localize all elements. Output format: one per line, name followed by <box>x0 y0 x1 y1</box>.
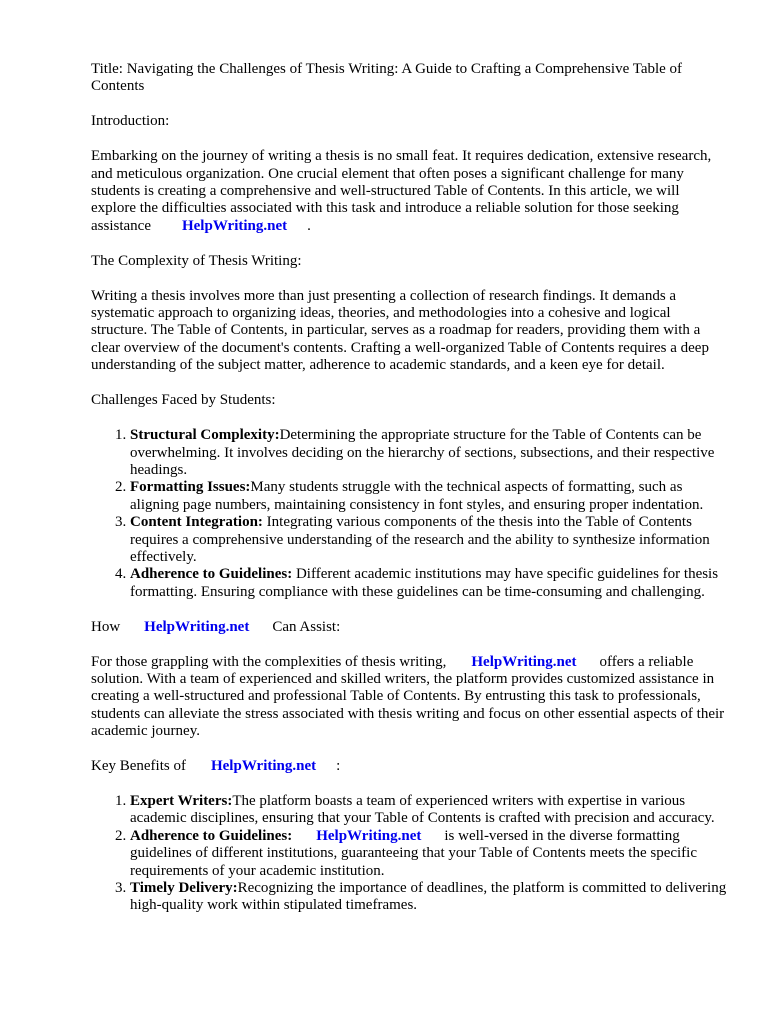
list-item-text: Determining the appropriate structure for the Table of Contents can be overwhelming. It involves deciding on the hierarchy of sections, subsections, and their respective headings. <box>130 427 715 478</box>
assist-heading-pre: How <box>91 618 121 635</box>
list-item-term: Adherence to Guidelines: <box>130 827 293 844</box>
list-item <box>130 880 728 915</box>
intro-heading: Introduction: <box>91 113 170 130</box>
helpwriting-link-assist[interactable]: HelpWriting.net <box>471 653 577 670</box>
list-item-term: Structural Complexity: <box>130 427 280 444</box>
list-item-text: Integrating various components of the thesis into the Table of Contents requires a comprehensive understanding of the research and the ability to synthesize information effectively. <box>130 514 710 565</box>
intro-text: Embarking on the journey of writing a thesis is no small feat. It requires dedication, extensive research, and meticulous organization. One crucial element that often poses a significant challenge for many students is creating a comprehensive and well-structured Table of Contents. In this article, we will explore the difficulties associated with this task and introduce a reliable solution for those seeking assistance <box>91 148 712 234</box>
list-item <box>130 514 728 566</box>
benefits-heading-pre: Key Benefits of <box>91 758 186 775</box>
list-item-term: Formatting Issues: <box>130 479 251 496</box>
helpwriting-link-assist-heading[interactable]: HelpWriting.net <box>144 618 250 635</box>
helpwriting-link-intro[interactable]: HelpWriting.net <box>181 217 288 234</box>
list-item-text: Different academic institutions may have specific guidelines for thesis formatting. Ensuring compliance with these guidelines can be time-consuming and challenging. <box>130 566 719 600</box>
list-item-text: is well-versed in the diverse formatting guidelines of different institutions, guaranteeing that your Table of Contents meets the specific requirements of your academic institution. <box>130 827 698 879</box>
list-item-text: Recognizing the importance of deadlines, the platform is committed to delivering high-quality work within stipulated timeframes. <box>130 880 727 914</box>
benefits-list <box>91 793 728 915</box>
list-item <box>130 566 728 601</box>
challenges-list <box>91 427 728 601</box>
challenges-heading: Challenges Faced by Students: <box>91 392 276 409</box>
assist-post: offers a reliable solution. With a team of experienced and skilled writers, the platform provides customized assistance in creating a well-structured and professional Table of Contents. By entrusting this task to professionals, students can alleviate the stress associated with thesis writing and focus on other essential aspects of their academic journey. <box>91 653 725 740</box>
intro-paragraph <box>91 148 728 235</box>
document-title: Title: Navigating the Challenges of Thesis Writing: A Guide to Crafting a Comprehensive Table of Contents <box>91 61 683 95</box>
list-item-text: Many students struggle with the technical aspects of formatting, such as aligning page numbers, maintaining consistency in font styles, and ensuring proper indentation. <box>130 479 704 513</box>
assist-pre: For those grappling with the complexities of thesis writing, <box>91 653 447 670</box>
assist-heading-post: Can Assist: <box>272 618 341 635</box>
complexity-heading: The Complexity of Thesis Writing: <box>91 252 302 269</box>
complexity-paragraph: Writing a thesis involves more than just presenting a collection of research findings. It demands a systematic approach to organizing ideas, theories, and methodologies into a cohesive and logical structure. The Table of Contents, in particular, serves as a roadmap for readers, providing them with a clear overview of the document's contents. Crafting a well-organized Table of Contents requires a deep understanding of the subject matter, adherence to academic standards, and a keen eye for detail. <box>91 287 709 374</box>
list-item-term: Timely Delivery: <box>130 880 238 897</box>
list-item-term: Adherence to Guidelines: <box>130 566 293 583</box>
list-item <box>130 828 728 880</box>
benefits-heading <box>91 758 728 775</box>
list-item <box>130 427 728 479</box>
assist-paragraph <box>91 654 728 741</box>
helpwriting-link-benefits[interactable]: HelpWriting.net <box>316 827 422 844</box>
list-item-term: Content Integration: <box>130 514 263 531</box>
list-item-text: The platform boasts a team of experienced writers with expertise in various academic disciplines, ensuring that your Table of Contents is crafted with precision and accuracy. <box>130 793 715 827</box>
list-item-term: Expert Writers: <box>130 793 233 809</box>
benefits-heading-post: : <box>336 758 341 775</box>
list-item <box>130 479 728 514</box>
assist-heading <box>91 619 728 636</box>
list-item <box>130 793 728 828</box>
helpwriting-link-benefits-heading[interactable]: HelpWriting.net <box>210 758 317 775</box>
intro-period: . <box>307 217 311 234</box>
